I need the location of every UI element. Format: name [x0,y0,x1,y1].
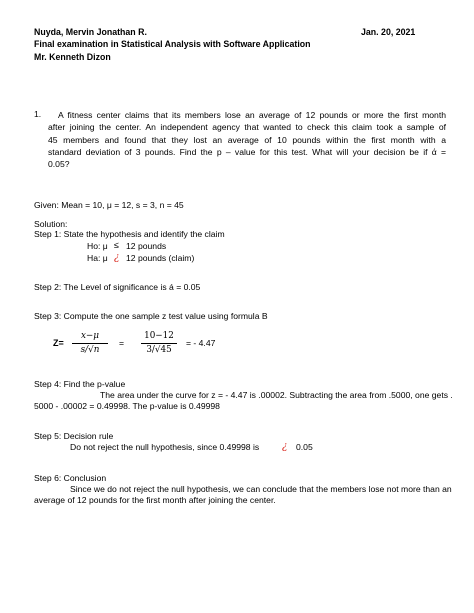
substituted-denominator: 3/√45 [146,345,172,355]
formula-denominator: s/√n [80,345,100,355]
alt-symbol: ¿ [114,252,120,263]
null-hypothesis-label: Ho: μ [87,241,108,251]
formula-numerator: x−μ [80,331,100,341]
step3-title: Step 3: Compute the one sample z test value using formula B [34,311,268,321]
exam-date: Jan. 20, 2021 [361,27,416,37]
decision-symbol: ¿ [282,441,288,452]
question-line: after joining the center. An independent agency that wanted to check this claim took a sample of [48,122,446,133]
step6-title: Step 6: Conclusion [34,473,107,483]
null-hypothesis-value: 12 pounds [126,241,167,251]
question-line: standard deviation of 3 pounds. Find the p – value for this test. What will your decision be if ά = [48,146,446,157]
question-number: 1. [34,109,42,119]
step5-text: Do not reject the null hypothesis, since 0.49998 is [70,442,260,452]
z-result: = - 4.47 [186,338,216,348]
step5-title: Step 5: Decision rule [34,431,114,441]
given-values: Given: Mean = 10, μ = 12, s = 3, n = 45 [34,200,184,210]
fraction-bar [72,343,108,344]
step4-title: Step 4: Find the p-value [34,379,126,389]
z-formula [72,331,108,356]
step4-line1: The area under the curve for z = - 4.47 is .00002. Subtracting the area from .5000, one gets . [100,390,453,400]
question-line: 45 members and found that they lost an average of 10 pounds within the first month with a [48,134,446,145]
question-line: 0.05? [48,159,70,170]
z-label: Z= [53,338,64,348]
step6-line2: average of 12 pounds for the first month after joining the center. [34,495,276,505]
equals-sign: = [119,338,125,348]
question-line: A fitness center claims that its members lose an average of 12 pounds or more the first month [58,110,446,120]
student-name: Nuyda, Mervin Jonathan R. [34,27,147,37]
substituted-numerator: 10−12 [144,331,174,341]
solution-label: Solution: [34,219,68,229]
question-text [48,109,446,170]
course-title: Final examination in Statistical Analysis with Software Application [34,39,311,49]
step4-line2: 5000 - .00002 = 0.49998. The p-value is 0.49998 [34,401,220,411]
step2-text: Step 2: The Level of significance is á = 0.05 [34,282,201,292]
step6-line1: Since we do not reject the null hypothesis, we can conclude that the members lose not more than an [70,484,452,494]
instructor-name: Mr. Kenneth Dizon [34,52,111,62]
alt-hypothesis-value: 12 pounds (claim) [126,253,195,263]
less-equal-symbol: ≤ [114,240,119,250]
z-substitution [141,331,177,356]
fraction-bar [141,343,177,344]
step1-title: Step 1: State the hypothesis and identify the claim [34,229,225,239]
alt-hypothesis-label: Ha: μ [87,253,108,263]
step5-alpha: 0.05 [296,442,313,452]
